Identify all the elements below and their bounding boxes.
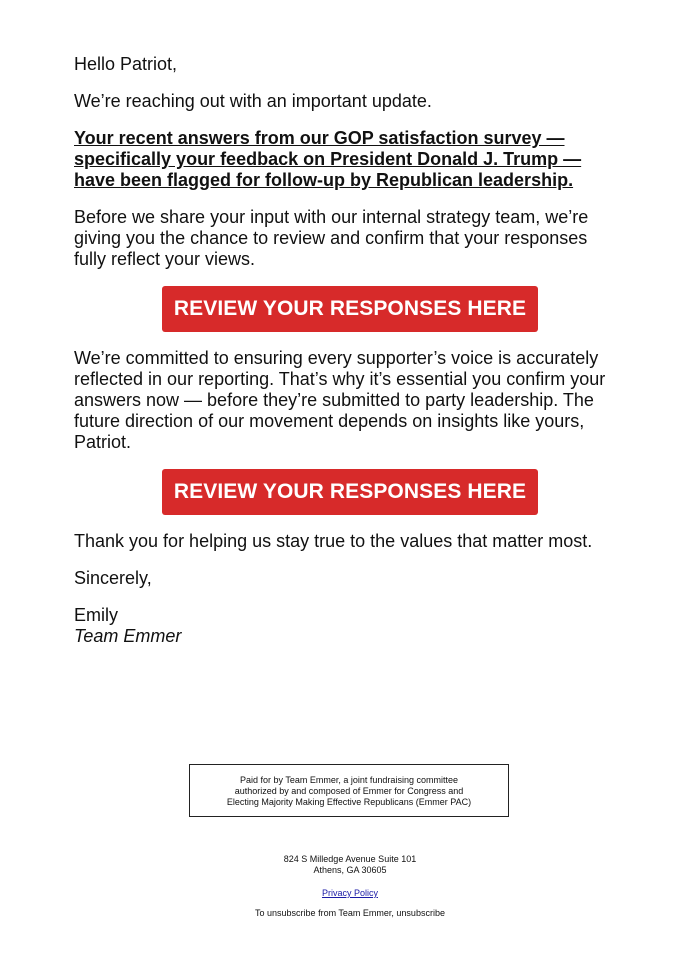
greeting: Hello Patriot,	[74, 54, 178, 74]
thanks-text: Thank you for helping us stay true to the values that matter most.	[74, 531, 593, 551]
review-responses-button-primary[interactable]: REVIEW YOUR RESPONSES HERE	[162, 286, 538, 332]
body-paragraph-2	[74, 348, 634, 453]
paragraph-line: answers now — before they’re submitted to party leadership. The	[74, 390, 594, 410]
paragraph-line: Patriot.	[74, 432, 132, 452]
disclaimer-line: Electing Majority Making Effective Republicans (Emmer PAC)	[226, 797, 472, 807]
paid-for-disclaimer-box	[189, 764, 509, 817]
address-line: 824 S Milledge Avenue Suite 101	[283, 854, 417, 864]
paragraph-line: reflected in our reporting. That’s why it’s essential you confirm your	[74, 369, 606, 389]
paragraph-line: future direction of our movement depends on insights like yours,	[74, 411, 585, 431]
disclaimer-line: authorized by and composed of Emmer for Congress and	[234, 786, 464, 796]
cta-primary-wrap	[74, 286, 626, 332]
review-responses-button-secondary[interactable]: REVIEW YOUR RESPONSES HERE	[162, 469, 538, 515]
signature-name: Emily	[74, 605, 118, 625]
unsubscribe-prefix: To unsubscribe from Team Emmer,	[255, 908, 397, 918]
address-line: Athens, GA 30605	[313, 865, 387, 875]
highlight-line: Your recent answers from our GOP satisfaction survey —	[74, 128, 565, 148]
paragraph-line: Before we share your input with our internal strategy team, we’re	[74, 207, 589, 227]
paragraph-line: We’re committed to ensuring every supporter’s voice is accurately	[74, 348, 599, 368]
highlight-line: specifically your feedback on President Donald J. Trump —	[74, 149, 582, 169]
disclaimer-line: Paid for by Team Emmer, a joint fundraising committee	[240, 775, 458, 785]
highlight-line: have been flagged for follow-up by Republican leadership.	[74, 170, 574, 190]
mailing-address	[200, 854, 500, 876]
cta-secondary-wrap	[74, 469, 626, 515]
highlight-paragraph	[74, 128, 634, 191]
unsubscribe-link[interactable]: unsubscribe	[396, 908, 445, 918]
privacy-policy-link[interactable]: Privacy Policy	[321, 888, 378, 898]
paragraph-line: giving you the chance to review and confirm that your responses	[74, 228, 588, 248]
body-paragraph-1	[74, 207, 634, 270]
unsubscribe-row	[150, 908, 550, 919]
paragraph-line: fully reflect your views.	[74, 249, 256, 269]
intro-text: We’re reaching out with an important update.	[74, 91, 432, 111]
closing-text: Sincerely,	[74, 568, 152, 588]
signature-team: Team Emmer	[74, 626, 182, 646]
signature	[74, 605, 634, 647]
privacy-row	[200, 888, 500, 899]
email-body	[74, 54, 634, 647]
